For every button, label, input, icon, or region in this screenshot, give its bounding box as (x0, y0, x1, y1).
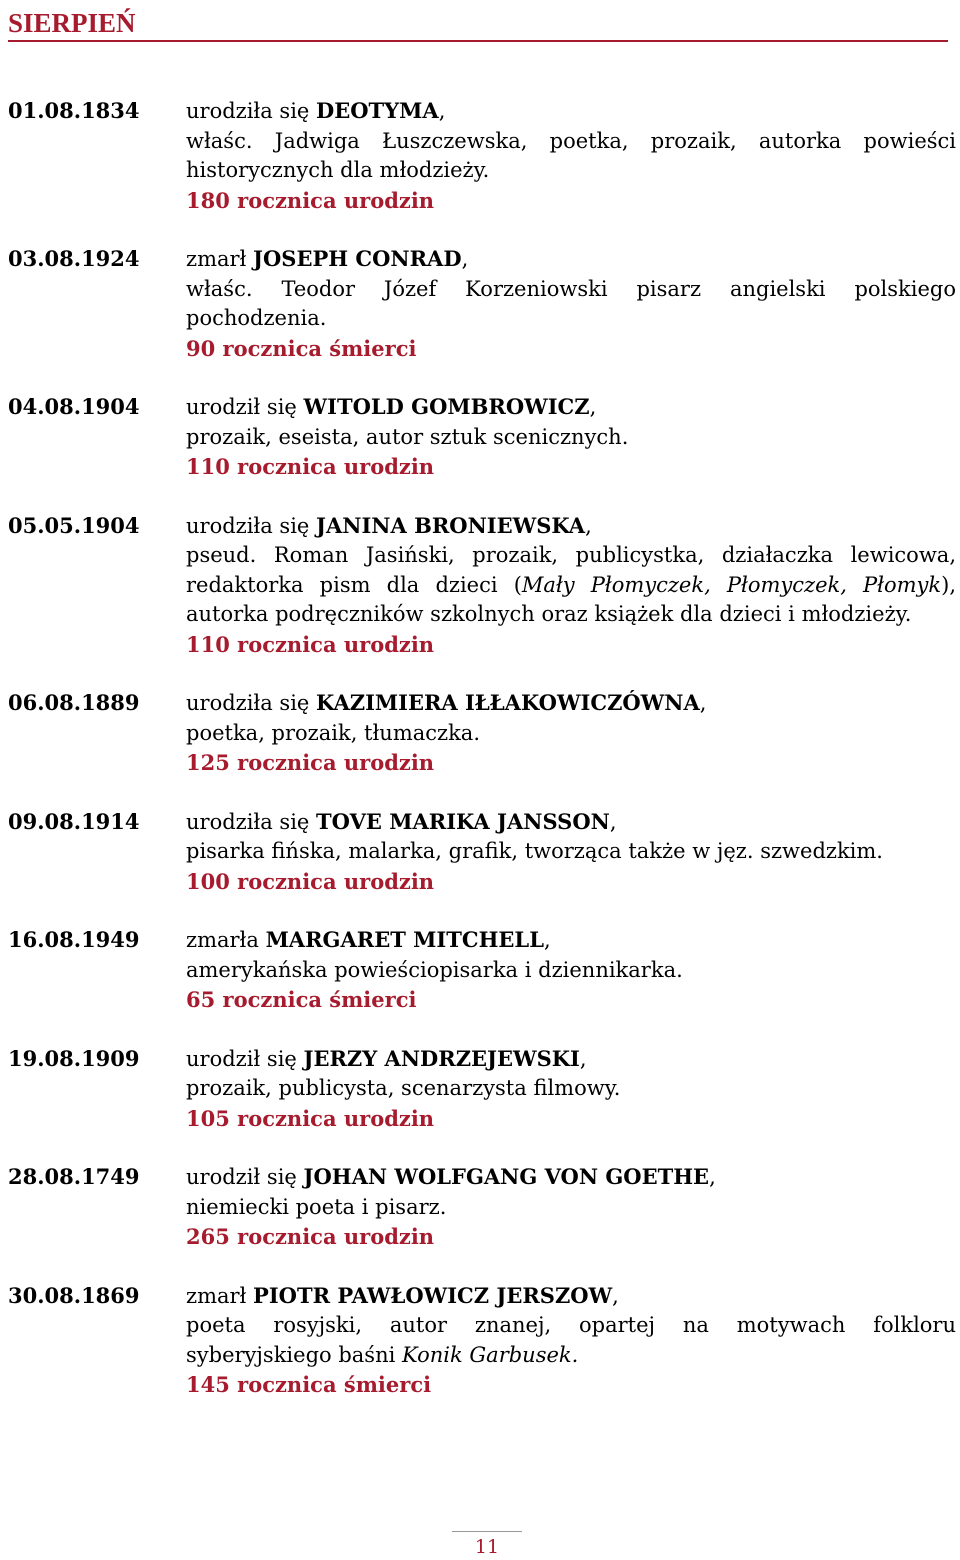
entry-person-name: JOHAN WOLFGANG VON GOETHE (303, 1164, 710, 1189)
entry-anniversary: 265 rocznica urodzin (186, 1224, 435, 1249)
entry-description: prozaik, eseista, autor sztuk scenicznych. (186, 424, 629, 449)
entry-heading: urodził się WITOLD GOMBROWICZ, (186, 394, 597, 419)
entry-description: poetka, prozaik, tłumaczka. (186, 720, 480, 745)
list-item (8, 392, 956, 482)
list-item (8, 244, 956, 363)
page-header (8, 4, 948, 42)
list-item (8, 925, 956, 1015)
entry-content (186, 1162, 956, 1252)
entry-heading: urodziła się JANINA BRONIEWSKA, (186, 512, 592, 538)
list-item (8, 688, 956, 778)
entry-intro: zmarł (186, 1283, 247, 1308)
page-number: 11 (474, 1536, 500, 1558)
list-item (8, 807, 956, 897)
entry-intro: urodził się (186, 395, 297, 419)
entry-person-name: JANINA BRONIEWSKA (316, 512, 586, 538)
entry-anniversary: 90 rocznica śmierci (186, 335, 417, 361)
entry-description: amerykańska powieściopisarka i dziennikarka. (186, 957, 683, 982)
list-item (8, 511, 956, 660)
entry-intro: urodził się (186, 1046, 297, 1071)
entry-heading: zmarł PIOTR PAWŁOWICZ JERSZOW, (186, 1282, 619, 1308)
page-title: SIERPIEŃ (8, 8, 136, 38)
entry-heading: zmarła MARGARET MITCHELL, (186, 927, 551, 952)
anniversary-list (8, 96, 956, 1429)
entry-heading: urodziła się TOVE MARIKA JANSSON, (186, 808, 617, 834)
entry-date: 16.08.1949 (8, 927, 140, 952)
entry-description: właśc. Jadwiga Łuszczewska, poetka, prozaik, autorka powieści historycznych dla młodzieży. (186, 128, 956, 182)
entry-person-name: TOVE MARIKA JANSSON (316, 808, 610, 834)
entry-content (186, 688, 956, 778)
entry-anniversary: 105 rocznica urodzin (186, 1105, 435, 1131)
list-item (8, 1162, 956, 1252)
entry-description: prozaik, publicysta, scenarzysta filmowy. (186, 1076, 621, 1100)
entry-heading: urodził się JERZY ANDRZEJEWSKI, (186, 1045, 587, 1071)
entry-intro: zmarła (186, 928, 259, 952)
entry-intro: urodziła się (186, 691, 310, 715)
entry-heading: urodził się JOHAN WOLFGANG VON GOETHE, (186, 1164, 716, 1189)
entry-person-name: MARGARET MITCHELL (265, 927, 544, 952)
page-footer (452, 1531, 522, 1558)
entry-person-name: KAZIMIERA IŁŁAKOWICZÓWNA (316, 690, 700, 715)
entry-intro: urodził się (186, 1165, 297, 1189)
entry-date: 30.08.1869 (8, 1282, 140, 1308)
entry-intro: urodziła się (186, 513, 310, 538)
entry-person-name: DEOTYMA (316, 98, 439, 123)
entry-heading: zmarł JOSEPH CONRAD, (186, 246, 469, 271)
entry-date: 19.08.1909 (8, 1045, 140, 1071)
entry-person-name: JOSEPH CONRAD (253, 246, 462, 271)
entry-content (186, 807, 956, 897)
entry-date: 28.08.1749 (8, 1164, 140, 1189)
entry-content (186, 1044, 956, 1134)
entry-person-name: WITOLD GOMBROWICZ (303, 394, 590, 419)
entry-description-text: poeta rosyjski, autor znanej, opartej na motywach folkloru syberyjskiego baśni (186, 1313, 956, 1367)
entry-date: 04.08.1904 (8, 394, 140, 419)
entry-content (186, 511, 956, 660)
list-item (8, 96, 956, 215)
entry-description-italic: Konik Garbusek. (402, 1342, 579, 1367)
list-item (8, 1281, 956, 1400)
entry-content (186, 244, 956, 363)
entry-description: pisarka fińska, malarka, grafik, tworząca także w jęz. szwedzkim. (186, 839, 883, 863)
entry-description (186, 541, 956, 630)
entry-description-text: pseud. Roman Jasiński, prozaik, publicystka, działaczka lewicowa, redaktorka pism dla dzieci ( (186, 543, 956, 597)
entry-content (186, 96, 956, 215)
entry-content (186, 1281, 956, 1400)
entry-description: niemiecki poeta i pisarz. (186, 1194, 447, 1219)
entry-date: 06.08.1889 (8, 690, 140, 715)
entry-anniversary: 145 rocznica śmierci (186, 1372, 432, 1397)
entry-date: 09.08.1914 (8, 808, 140, 834)
entry-anniversary: 125 rocznica urodzin (186, 750, 435, 775)
entry-heading: urodziła się DEOTYMA, (186, 98, 446, 123)
entry-anniversary: 180 rocznica urodzin (186, 187, 435, 213)
entry-description-text: ), autorka podręczników szkolnych oraz książek dla dzieci i młodzieży. (186, 572, 957, 626)
entry-anniversary: 110 rocznica urodzin (186, 631, 435, 657)
entry-intro: zmarł (186, 247, 247, 271)
entry-person-name: JERZY ANDRZEJEWSKI (303, 1045, 580, 1071)
list-item (8, 1044, 956, 1134)
entry-anniversary: 100 rocznica urodzin (186, 868, 435, 894)
entry-person-name: PIOTR PAWŁOWICZ JERSZOW (253, 1282, 613, 1308)
entry-date: 03.08.1924 (8, 246, 140, 271)
entry-content (186, 392, 956, 482)
entry-intro: urodziła się (186, 99, 310, 123)
entry-date: 05.05.1904 (8, 512, 140, 538)
entry-anniversary: 110 rocznica urodzin (186, 454, 435, 479)
entry-intro: urodziła się (186, 809, 310, 834)
entry-date: 01.08.1834 (8, 98, 140, 123)
entry-description-italic: Mały Płomyczek, Płomyczek, Płomyk (521, 572, 942, 597)
entry-heading: urodziła się KAZIMIERA IŁŁAKOWICZÓWNA, (186, 690, 707, 715)
entry-anniversary: 65 rocznica śmierci (186, 987, 417, 1012)
entry-description: właśc. Teodor Józef Korzeniowski pisarz angielski polskiego pochodzenia. (186, 276, 956, 330)
entry-description (186, 1311, 956, 1370)
entry-content (186, 925, 956, 1015)
